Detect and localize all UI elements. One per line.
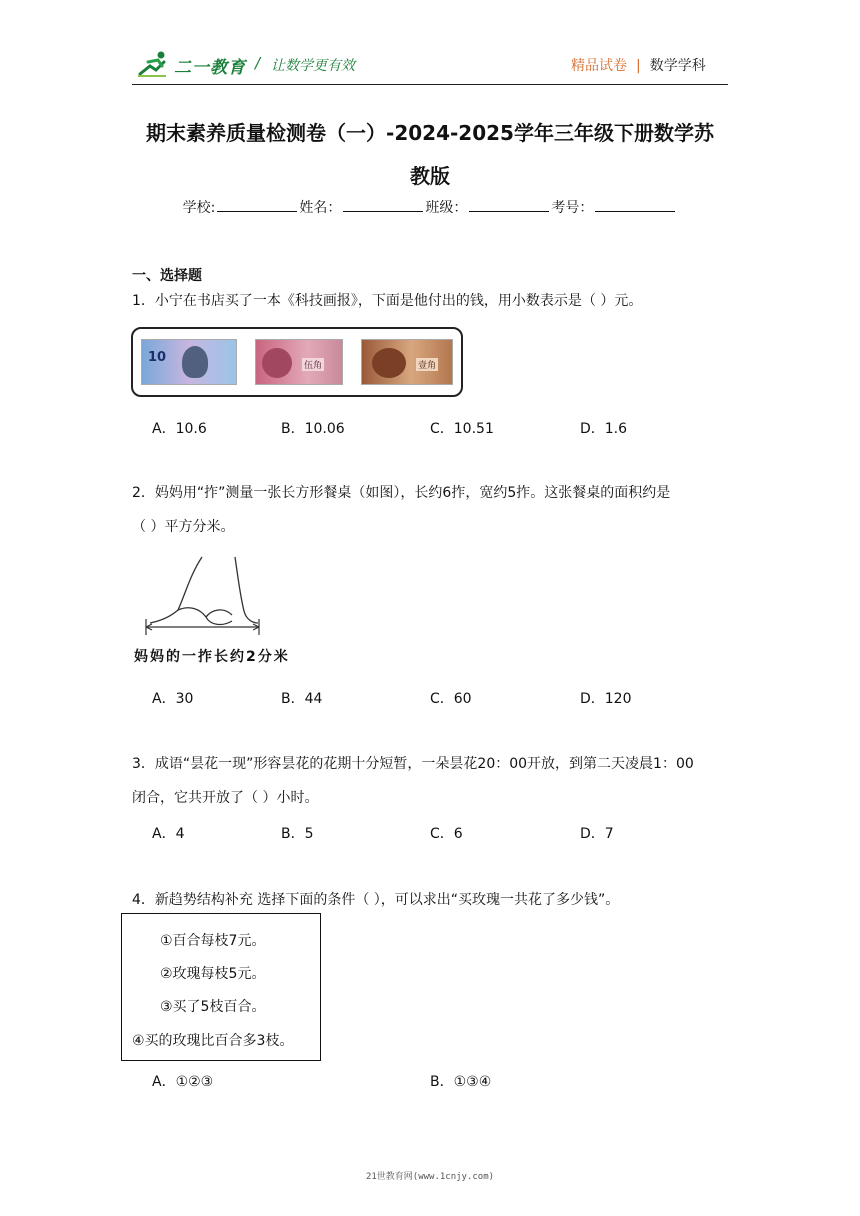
question-3-text-line2: 闭合，它共开放了（ ）小时。 (132, 790, 319, 806)
condition-2: ②玫瑰每枝5元。 (160, 966, 266, 982)
school-label: 学校: (182, 200, 216, 216)
header-rule (132, 84, 728, 85)
q3-option-b[interactable]: B．5 (281, 826, 314, 842)
q3-option-c[interactable]: C．6 (430, 826, 463, 842)
condition-3: ③买了5枝百合。 (160, 999, 266, 1015)
q2-option-a[interactable]: A．30 (152, 691, 194, 707)
header-subject: 数学学科 (649, 58, 706, 74)
class-blank[interactable] (469, 199, 549, 212)
number-blank[interactable] (595, 199, 675, 212)
one-jiao-note (361, 339, 453, 385)
ten-yuan-value: 10 (148, 350, 167, 365)
name-blank[interactable] (343, 199, 423, 212)
five-jiao-label: 伍角 (302, 358, 324, 371)
logo-runner-icon (136, 50, 172, 78)
q1-option-d[interactable]: D．1.6 (580, 421, 628, 437)
q4-option-b[interactable]: B．①③④ (430, 1074, 492, 1090)
question-2-text-line2: （ ）平方分米。 (132, 519, 235, 535)
q4-option-a[interactable]: A．①②③ (152, 1074, 214, 1090)
q1-option-a[interactable]: A．10.6 (152, 421, 207, 437)
figures-icon (372, 348, 406, 378)
q2-option-b[interactable]: B．44 (281, 691, 323, 707)
one-jiao-label: 壹角 (416, 358, 438, 371)
question-4-text: 4．新趋势结构补充 选择下面的条件（ ），可以求出“买玫瑰一共花了多少钱”。 (132, 892, 620, 908)
name-label: 姓名： (299, 200, 342, 216)
page-title-line2: 教版 (410, 164, 450, 188)
money-box (131, 327, 463, 397)
portrait-icon (182, 346, 208, 378)
condition-1: ①百合每枝7元。 (160, 933, 266, 949)
class-label: 班级： (425, 200, 468, 216)
question-1-text: 1．小宁在书店买了一本《科技画报》，下面是他付出的钱，用小数表示是（ ）元。 (132, 293, 643, 309)
q1-option-b[interactable]: B．10.06 (281, 421, 345, 437)
student-info (120, 197, 740, 217)
school-blank[interactable] (217, 199, 297, 212)
q3-option-d[interactable]: D．7 (580, 826, 614, 842)
slogan: 让数学更有效 (271, 58, 355, 74)
hand-span-icon (140, 555, 270, 640)
q1-option-c[interactable]: C．10.51 (430, 421, 494, 437)
q2-option-c[interactable]: C．60 (430, 691, 472, 707)
ten-yuan-note (141, 339, 237, 385)
page-footer: 21世教育网(www.1cnjy.com) (365, 1172, 495, 1182)
hand-span-caption: 妈妈的一拃长约2分米 (134, 649, 290, 665)
page-title-line1: 期末素养质量检测卷（一）-2024-2025学年三年级下册数学苏 (146, 121, 714, 145)
five-jiao-note (255, 339, 343, 385)
question-2-text-line1: 2．妈妈用“拃”测量一张长方形餐桌（如图），长约6拃，宽约5拃。这张餐桌的面积约是 (132, 485, 671, 501)
header-divider: | (636, 58, 641, 74)
q2-option-d[interactable]: D．120 (580, 691, 632, 707)
header-badge: 精品试卷 (571, 58, 627, 74)
figures-icon (262, 348, 292, 378)
number-label: 考号： (551, 200, 594, 216)
section-heading: 一、选择题 (132, 268, 202, 284)
question-3-text-line1: 3．成语“昙花一现”形容昙花的花期十分短暂，一朵昙花20：00开放，到第二天凌晨1：00 (132, 756, 694, 772)
logo-text: 二一教育 (174, 58, 246, 78)
condition-4: ④买的玫瑰比百合多3枝。 (132, 1033, 294, 1049)
header-right (571, 55, 706, 75)
conditions-box (121, 913, 321, 1061)
q3-option-a[interactable]: A．4 (152, 826, 185, 842)
logo-separator: / (255, 54, 261, 72)
